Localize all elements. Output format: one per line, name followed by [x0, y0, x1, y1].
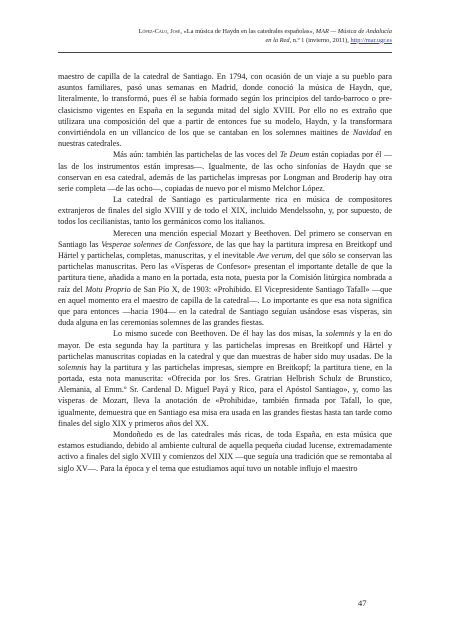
header-line-1 [42, 28, 392, 37]
paragraph-5: Lo mismo sucede con Beethoven. De él hay las dos misas, la solemnis y la en do mayor. De esta segunda hay la partitura y las partichelas impresas en Breitkopf und Härtel y partichelas manuscritas copiadas en la catedral y que dan muestras de haber sido muy usadas. De la solemnis hay la partitura y las partichelas impresas, siempre en Breitkopf; la partitura tiene, en la portada, esta nota manuscrita: «Ofrecida por los Sres. Gratrian Helbrish Schulz de Brunstico, Alemania, al Emm.º Sr. Cardenal D. Miguel Payá y Rico, para el Apóstol Santiago», y, como las vísperas de Mozart, lleva la anotación de «Prohibida», también firmada por Tafall, lo que, igualmente, demuestra que en Santiago esa misa era usada en las grandes fiestas hasta tan tarde como finales del siglo XIX y primeros años del XX. [58, 329, 392, 428]
page-number: 47 [358, 598, 367, 608]
header-rule [58, 52, 392, 53]
header-journal-name: — Música de Andalucía [328, 28, 392, 35]
running-header [42, 28, 392, 45]
paragraph-1: maestro de capilla de la catedral de Santiago. En 1794, con ocasión de un viaje a su pueblo para asuntos familiares, pasó unas semanas en Madrid, donde conoció la música de Haydn, que, literalmente, lo transformó, pues él se había formado según los principios del tardo-barroco o pre-clasicismo vigentes en España en la segunda mitad del siglo XVIII. Por ello no es extraño que utilizara una composición del que a partir de entonces fue su modelo, Haydn, y la transformara convirtiéndola en un villancico de los que se cantaban en los solemnes maitines de Navidad en nuestras catedrales. [58, 72, 392, 149]
header-journal-abbr: MAR [315, 28, 329, 35]
paragraph-6: Mondoñedo es de las catedrales más ricas, de toda España, en esta música que estamos estudiando, debido al ambiente cultural de aquella pequeña ciudad lucense, extremadamente activo a finales del siglo XVIII y comienzos del XIX —que seguía una tradición que se remontaba al siglo XV—. Para la época y el tema que estudiamos aquí tuvo un notable influjo el maestro [58, 430, 392, 473]
paragraph-3: La catedral de Santiago es particularmente rica en música de compositores extranjeros de finales del siglo XVIII y de todo el XIX, incluido Mendelssohn, y, por supuesto, de todos los cecilianistas, tanto los germánicos como los italianos. [58, 195, 392, 227]
header-line-2 [42, 37, 392, 46]
header-url-link[interactable]: http://mar.ugr.es [350, 36, 392, 44]
paragraph-2: Más aún: también las partichelas de las voces del Te Deum están copiadas por él —las de los instrumentos están impresas—. Igualmente, de las ocho sinfonías de Haydn que se conservan en esa catedral, además de las partichelas impresas por Longman and Broderip hay otra serie completa —de las ocho—, copiadas de nuevo por el mismo Melchor López. [58, 150, 392, 193]
header-author: López-Calo, José [138, 28, 181, 35]
paragraph-4: Merecen una mención especial Mozart y Beethoven. Del primero se conservan en Santiago las Vesperae solennes de Confessore, de las que hay la partitura impresa en Breitkopf und Härtel y partichelas, completas, manuscritas, y el inevitable Ave verum, del que sólo se conservan las partichelas manuscritas. Pero las «Vísperas de Confesor» presentan el importante detalle de que la partitura tiene, añadida a mano en la portada, esta nota, puesta por la Comisión litúrgica nombrada a raíz del Motu Proprio de San Pío X, de 1903: «Prohibido. El Vicepresidente Santiago Tafall» —que en aquel momento era el maestro de capilla de la catedral—. Lo importante es que esa nota significa que para entonces —hacia 1904— en la catedral de Santiago seguían usándose esas vísperas, sin duda alguna en las ceremonias solemnes de las grandes fiestas. [58, 228, 393, 328]
header-article-title: , «La música de Haydn en las catedrales españolas», [180, 28, 315, 35]
header-issue: , n.º 1 (invierno, 2011), [289, 36, 349, 44]
body-text [58, 71, 392, 474]
header-journal-continued: en la Red [265, 36, 290, 44]
